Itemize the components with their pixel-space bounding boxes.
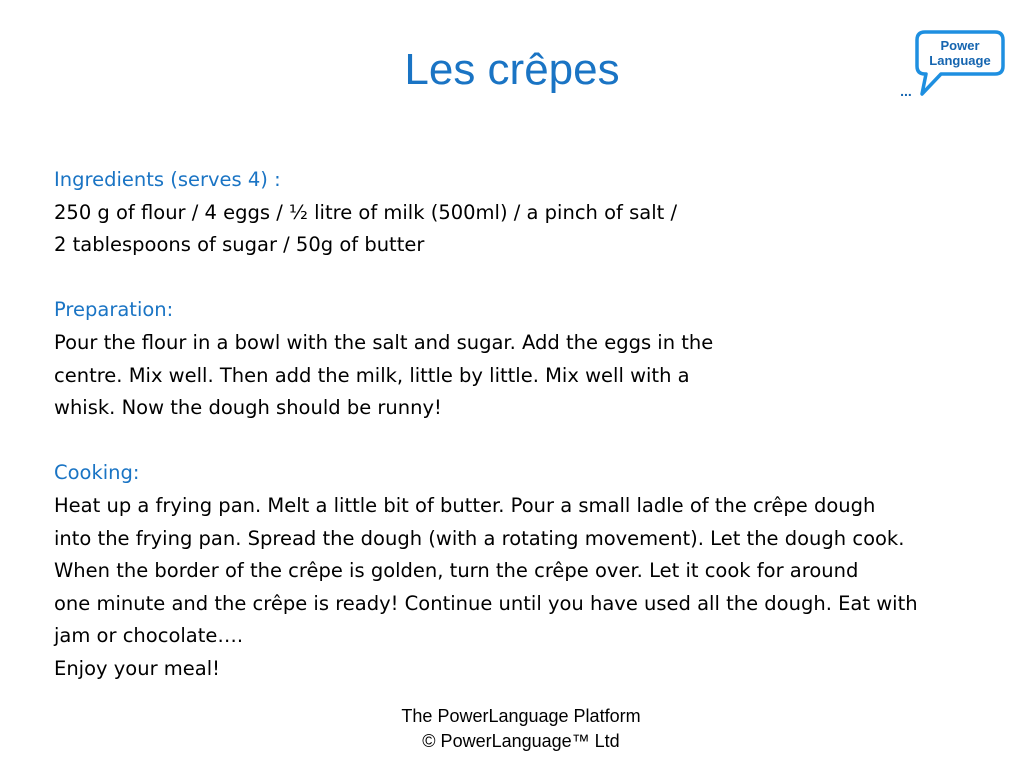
preparation-heading: Preparation:	[54, 298, 174, 322]
preparation-line: Pour the flour in a bowl with the salt and sugar. Add the eggs in the	[54, 330, 714, 354]
footer-platform: The PowerLanguage Platform	[401, 706, 641, 726]
preparation-line: centre. Mix well. Then add the milk, little by little. Mix well with a	[54, 363, 690, 387]
page-title: Les crêpes	[404, 45, 620, 94]
cooking-heading: Cooking:	[54, 461, 140, 485]
preparation-line: whisk. Now the dough should be runny!	[54, 396, 442, 420]
ingredients-line: 2 tablespoons of sugar / 50g of butter	[54, 233, 425, 257]
ingredients-line: 250 g of flour / 4 eggs / ½ litre of milk (500ml) / a pinch of salt /	[54, 200, 678, 224]
spacer	[54, 262, 1004, 295]
recipe-body	[54, 164, 1004, 686]
footer	[340, 704, 702, 754]
cooking-line: into the frying pan. Spread the dough (with a rotating movement). Let the dough cook.	[54, 526, 905, 550]
logo-dots: ...	[900, 83, 912, 99]
powerlanguage-logo	[895, 26, 1007, 100]
cooking-line: Heat up a frying pan. Melt a little bit of butter. Pour a small ladle of the crêpe dough	[54, 493, 876, 517]
ingredients-heading: Ingredients (serves 4) :	[54, 168, 281, 191]
cooking-line: one minute and the crêpe is ready! Continue until you have used all the dough. Eat with	[54, 591, 918, 615]
spacer	[54, 425, 1004, 458]
cooking-line: Enjoy your meal!	[54, 656, 220, 680]
logo-line1: Power	[940, 38, 980, 53]
cooking-line: When the border of the crêpe is golden, turn the crêpe over. Let it cook for around	[54, 559, 859, 583]
logo-line2: Language	[929, 53, 991, 68]
cooking-line: jam or chocolate….	[54, 624, 244, 648]
footer-copyright: © PowerLanguage™ Ltd	[422, 731, 620, 751]
